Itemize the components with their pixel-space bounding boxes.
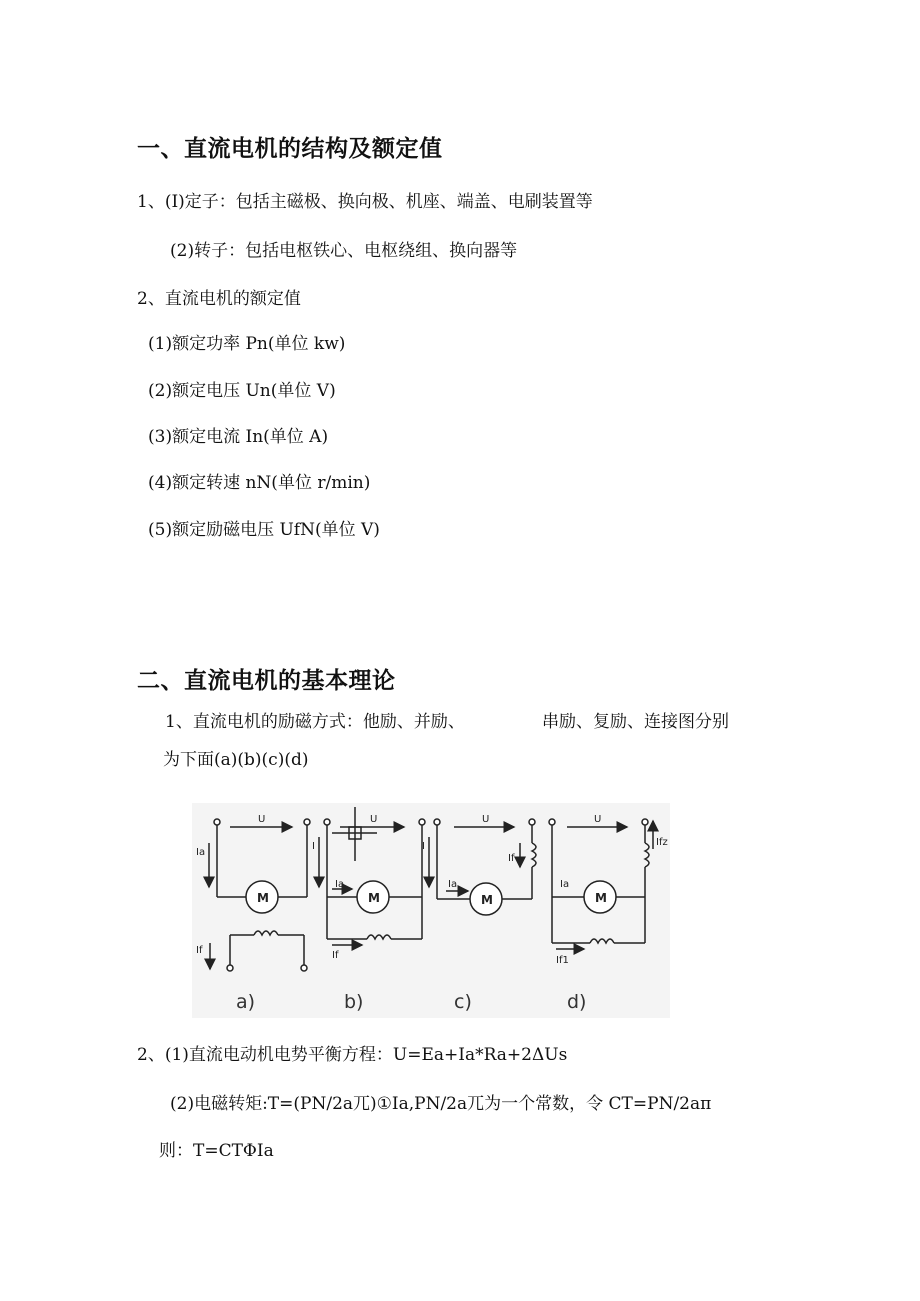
label-d-ifz: Ifz <box>656 837 668 848</box>
motor-c: M <box>481 893 493 907</box>
label-b-u: U <box>370 814 378 825</box>
motor-d: M <box>595 891 607 905</box>
rating-speed: (4)额定转速 nN(单位 r/min) <box>148 473 371 493</box>
label-d-u: U <box>594 814 602 825</box>
excitation-text-1b: 串励、复励、连接图分别 <box>542 712 729 732</box>
stator-item: 1、(I)定子：包括主磁极、换向极、机座、端盖、电刷装置等 <box>137 192 593 212</box>
excitation-text-2: 为下面(a)(b)(c)(d) <box>163 750 309 770</box>
rating-current: (3)额定电流 In(单位 A) <box>148 427 329 447</box>
label-c-ia: Ia <box>448 879 458 890</box>
caption-d: d) <box>567 991 587 1013</box>
emf-balance-equation: 2、(1)直流电动机电势平衡方程：U=Ea+Ia*Ra+2ΔUs <box>137 1045 568 1065</box>
rating-field-voltage: (5)额定励磁电压 UfN(单位 V) <box>148 520 380 540</box>
label-a-u: U <box>258 814 266 825</box>
label-c-u: U <box>482 814 490 825</box>
excitation-text-1a: 1、直流电机的励磁方式：他励、并励、 <box>165 712 465 732</box>
rotor-item: (2)转子：包括电枢铁心、电枢绕组、换向器等 <box>170 241 518 261</box>
label-c-if: If <box>508 853 515 864</box>
label-a-if: If <box>196 945 203 956</box>
rating-power: (1)额定功率 Pn(单位 kw) <box>148 334 346 354</box>
section2-heading: 二、直流电机的基本理论 <box>137 668 396 694</box>
rating-voltage: (2)额定电压 Un(单位 V) <box>148 381 336 401</box>
label-b-i: I <box>312 841 315 852</box>
label-b-if: If <box>332 950 339 961</box>
torque-equation: (2)电磁转矩:T=(PN/2a兀)①Ia,PN/2a兀为一个常数，令 CT=PN/2aπ <box>170 1094 712 1114</box>
motor-b: M <box>368 891 380 905</box>
caption-c: c) <box>454 991 472 1013</box>
motor-a: M <box>257 891 269 905</box>
ratings-title: 2、直流电机的额定值 <box>137 289 301 309</box>
caption-a: a) <box>236 991 256 1013</box>
label-b-ia: Ia <box>335 879 345 890</box>
torque-result: 则：T=CTΦIa <box>159 1141 274 1161</box>
label-d-ifl: If1 <box>556 955 569 966</box>
excitation-diagram <box>192 803 670 1018</box>
label-d-ia: Ia <box>560 879 570 890</box>
label-c-i: I <box>422 841 425 852</box>
section1-heading: 一、直流电机的结构及额定值 <box>137 136 443 162</box>
caption-b: b) <box>344 991 364 1013</box>
label-a-ia: Ia <box>196 847 206 858</box>
